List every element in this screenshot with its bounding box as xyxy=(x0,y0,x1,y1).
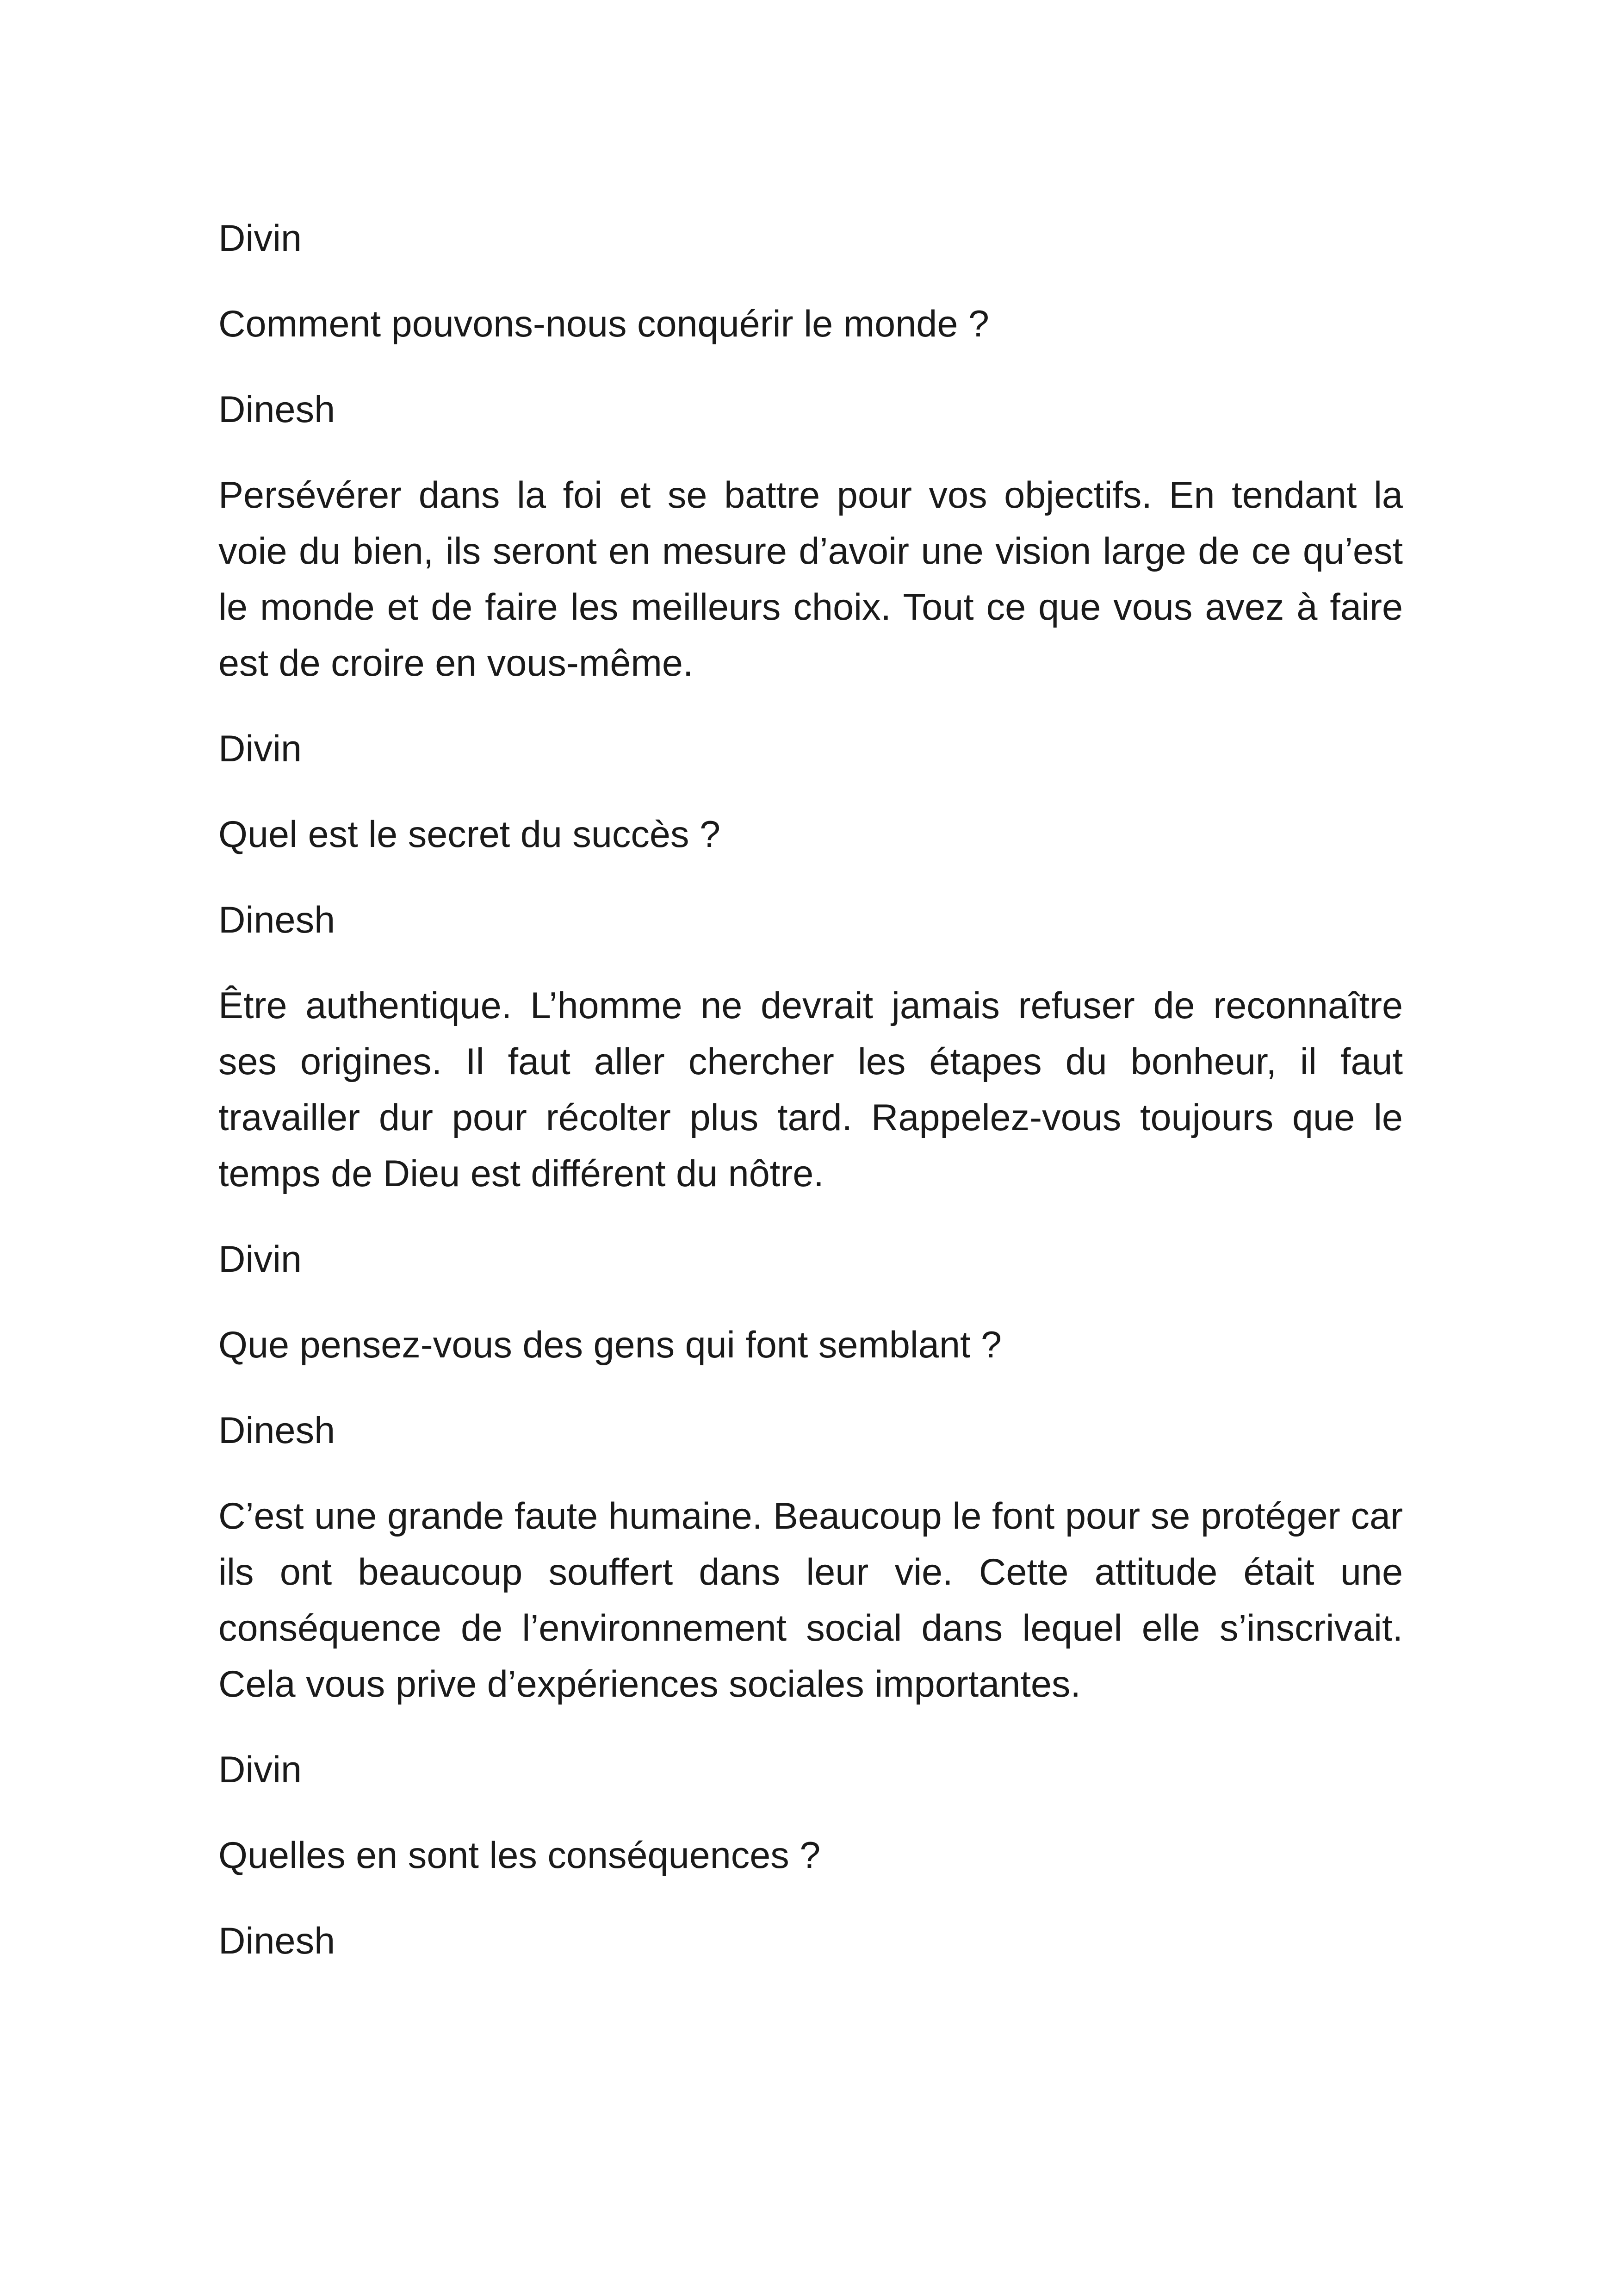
speaker-name: Divin xyxy=(218,1238,302,1280)
question-text: Que pensez-vous des gens qui font semblant ? xyxy=(218,1324,1002,1366)
answer-paragraph: Être authentique. L’homme ne devrait jamais refuser de reconnaître ses origines. Il faut aller chercher les étapes du bonheur, il faut travailler dur pour récolter plus tard. Rappelez-vous toujours que le temps de Dieu est différent du nôtre. xyxy=(218,985,1403,1195)
speaker-name: Dinesh xyxy=(218,389,335,430)
speaker-name: Dinesh xyxy=(218,899,335,941)
speaker-name: Dinesh xyxy=(218,1410,335,1451)
question-text: Quel est le secret du succès ? xyxy=(218,814,721,855)
answer-paragraph: C’est une grande faute humaine. Beaucoup le font pour se protéger car ils ont beaucoup souffert dans leur vie. Cette attitude était une conséquence de l’environnement social dans lequel elle s’inscrivait. Cela vous prive d’expériences sociales importantes. xyxy=(218,1495,1403,1705)
document-body xyxy=(218,211,1403,1999)
speaker-name: Divin xyxy=(218,218,302,259)
speaker-name: Divin xyxy=(218,1749,302,1791)
answer-paragraph: Persévérer dans la foi et se battre pour vos objectifs. En tendant la voie du bien, ils seront en mesure d’avoir une vision large de ce qu’est le monde et de faire les meilleurs choix. Tout ce que vous avez à faire est de croire en vous-même. xyxy=(218,474,1403,684)
speaker-name: Dinesh xyxy=(218,1920,335,1962)
question-text: Comment pouvons-nous conquérir le monde ? xyxy=(218,303,989,345)
speaker-name: Divin xyxy=(218,728,302,770)
question-text: Quelles en sont les conséquences ? xyxy=(218,1835,821,1876)
